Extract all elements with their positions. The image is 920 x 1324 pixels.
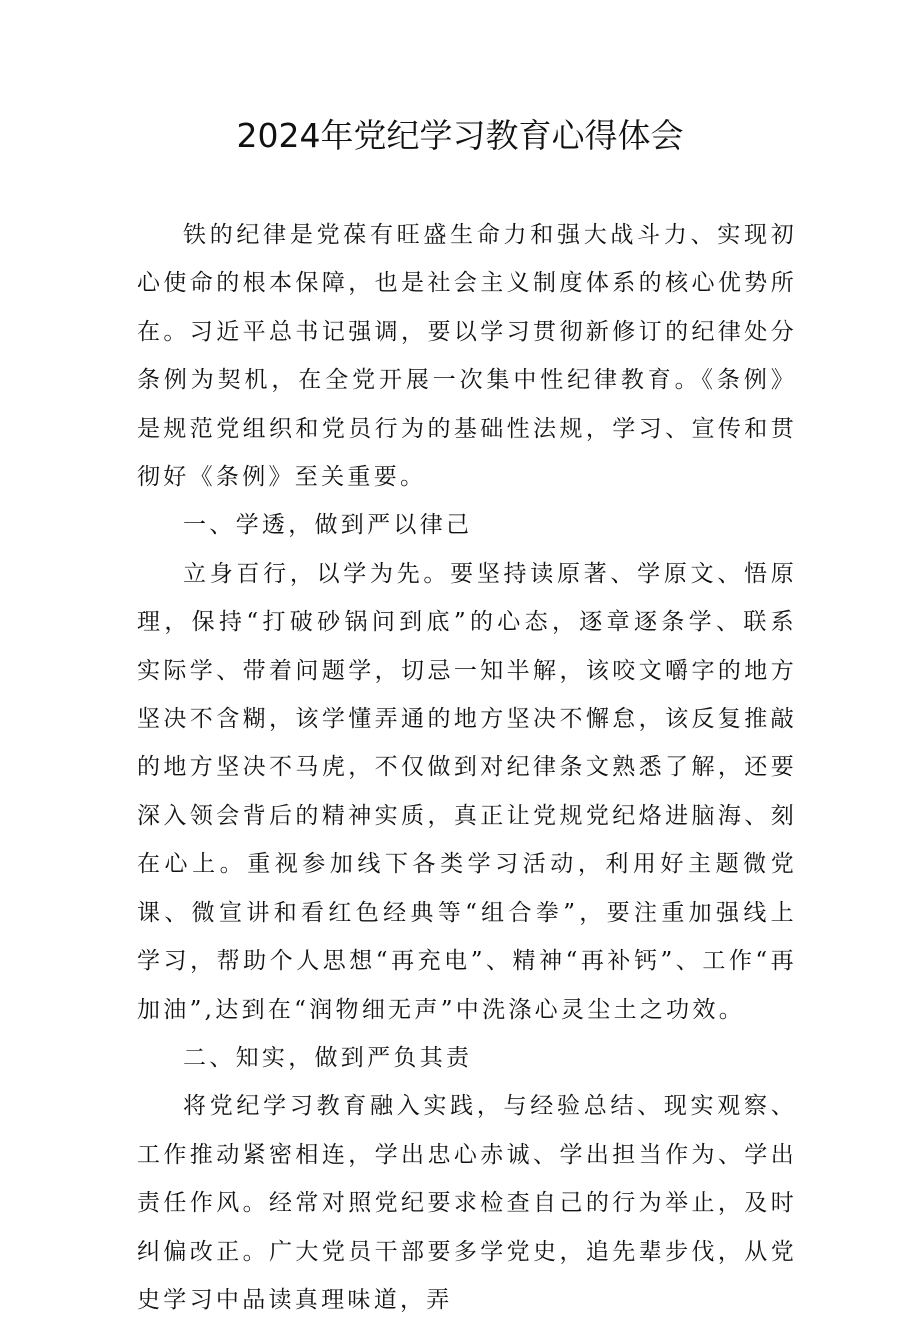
section-1-paragraph: 立身百行，以学为先。要坚持读原著、学原文、悟原理，保持“打破砂锅问到底”的心态，逐章逐条学、联系实际学、带着问题学，切忌一知半解，该咬文嚼字的地方坚决不含糊，该学懂弄通的地方坚决不懈怠，该反复推敲的地方坚决不马虎，不仅做到对纪律条文熟悉了解，还要深入领会背后的精神实质，真正让党规党纪烙进脑海、刻在心上。重视参加线下各类学习活动，利用好主题微党课、微宣讲和看红色经典等“组合拳”，要注重加强线上学习，帮助个人思想“再充电”、精神“再补钙”、工作“再加油”,达到在“润物细无声”中洗涤心灵尘土之功效。: [137, 560, 797, 1023]
document-body: [137, 211, 797, 1324]
section-2-paragraph: 将党纪学习教育融入实践，与经验总结、现实观察、工作推动紧密相连，学出忠心赤诚、学出担当作为、学出责任作风。经常对照党纪要求检查自己的行为举止，及时纠偏改正。广大党员干部要多学党史，追先辈步伐，从党史学习中品读真理味道，弄: [137, 1093, 797, 1313]
document-title: 2024年党纪学习教育心得体会: [236, 116, 684, 155]
section-heading-1: 一、学透，做到严以律己: [183, 512, 473, 539]
section-heading-2: 二、知实，做到严负其责: [183, 1044, 473, 1071]
intro-paragraph: 铁的纪律是党葆有旺盛生命力和强大战斗力、实现初心使命的根本保障，也是社会主义制度体系的核心优势所在。习近平总书记强调，要以学习贯彻新修订的纪律处分条例为契机，在全党开展一次集中性纪律教育。《条例》是规范党组织和党员行为的基础性法规，学习、宣传和贯彻好《条例》至关重要。: [137, 222, 797, 491]
